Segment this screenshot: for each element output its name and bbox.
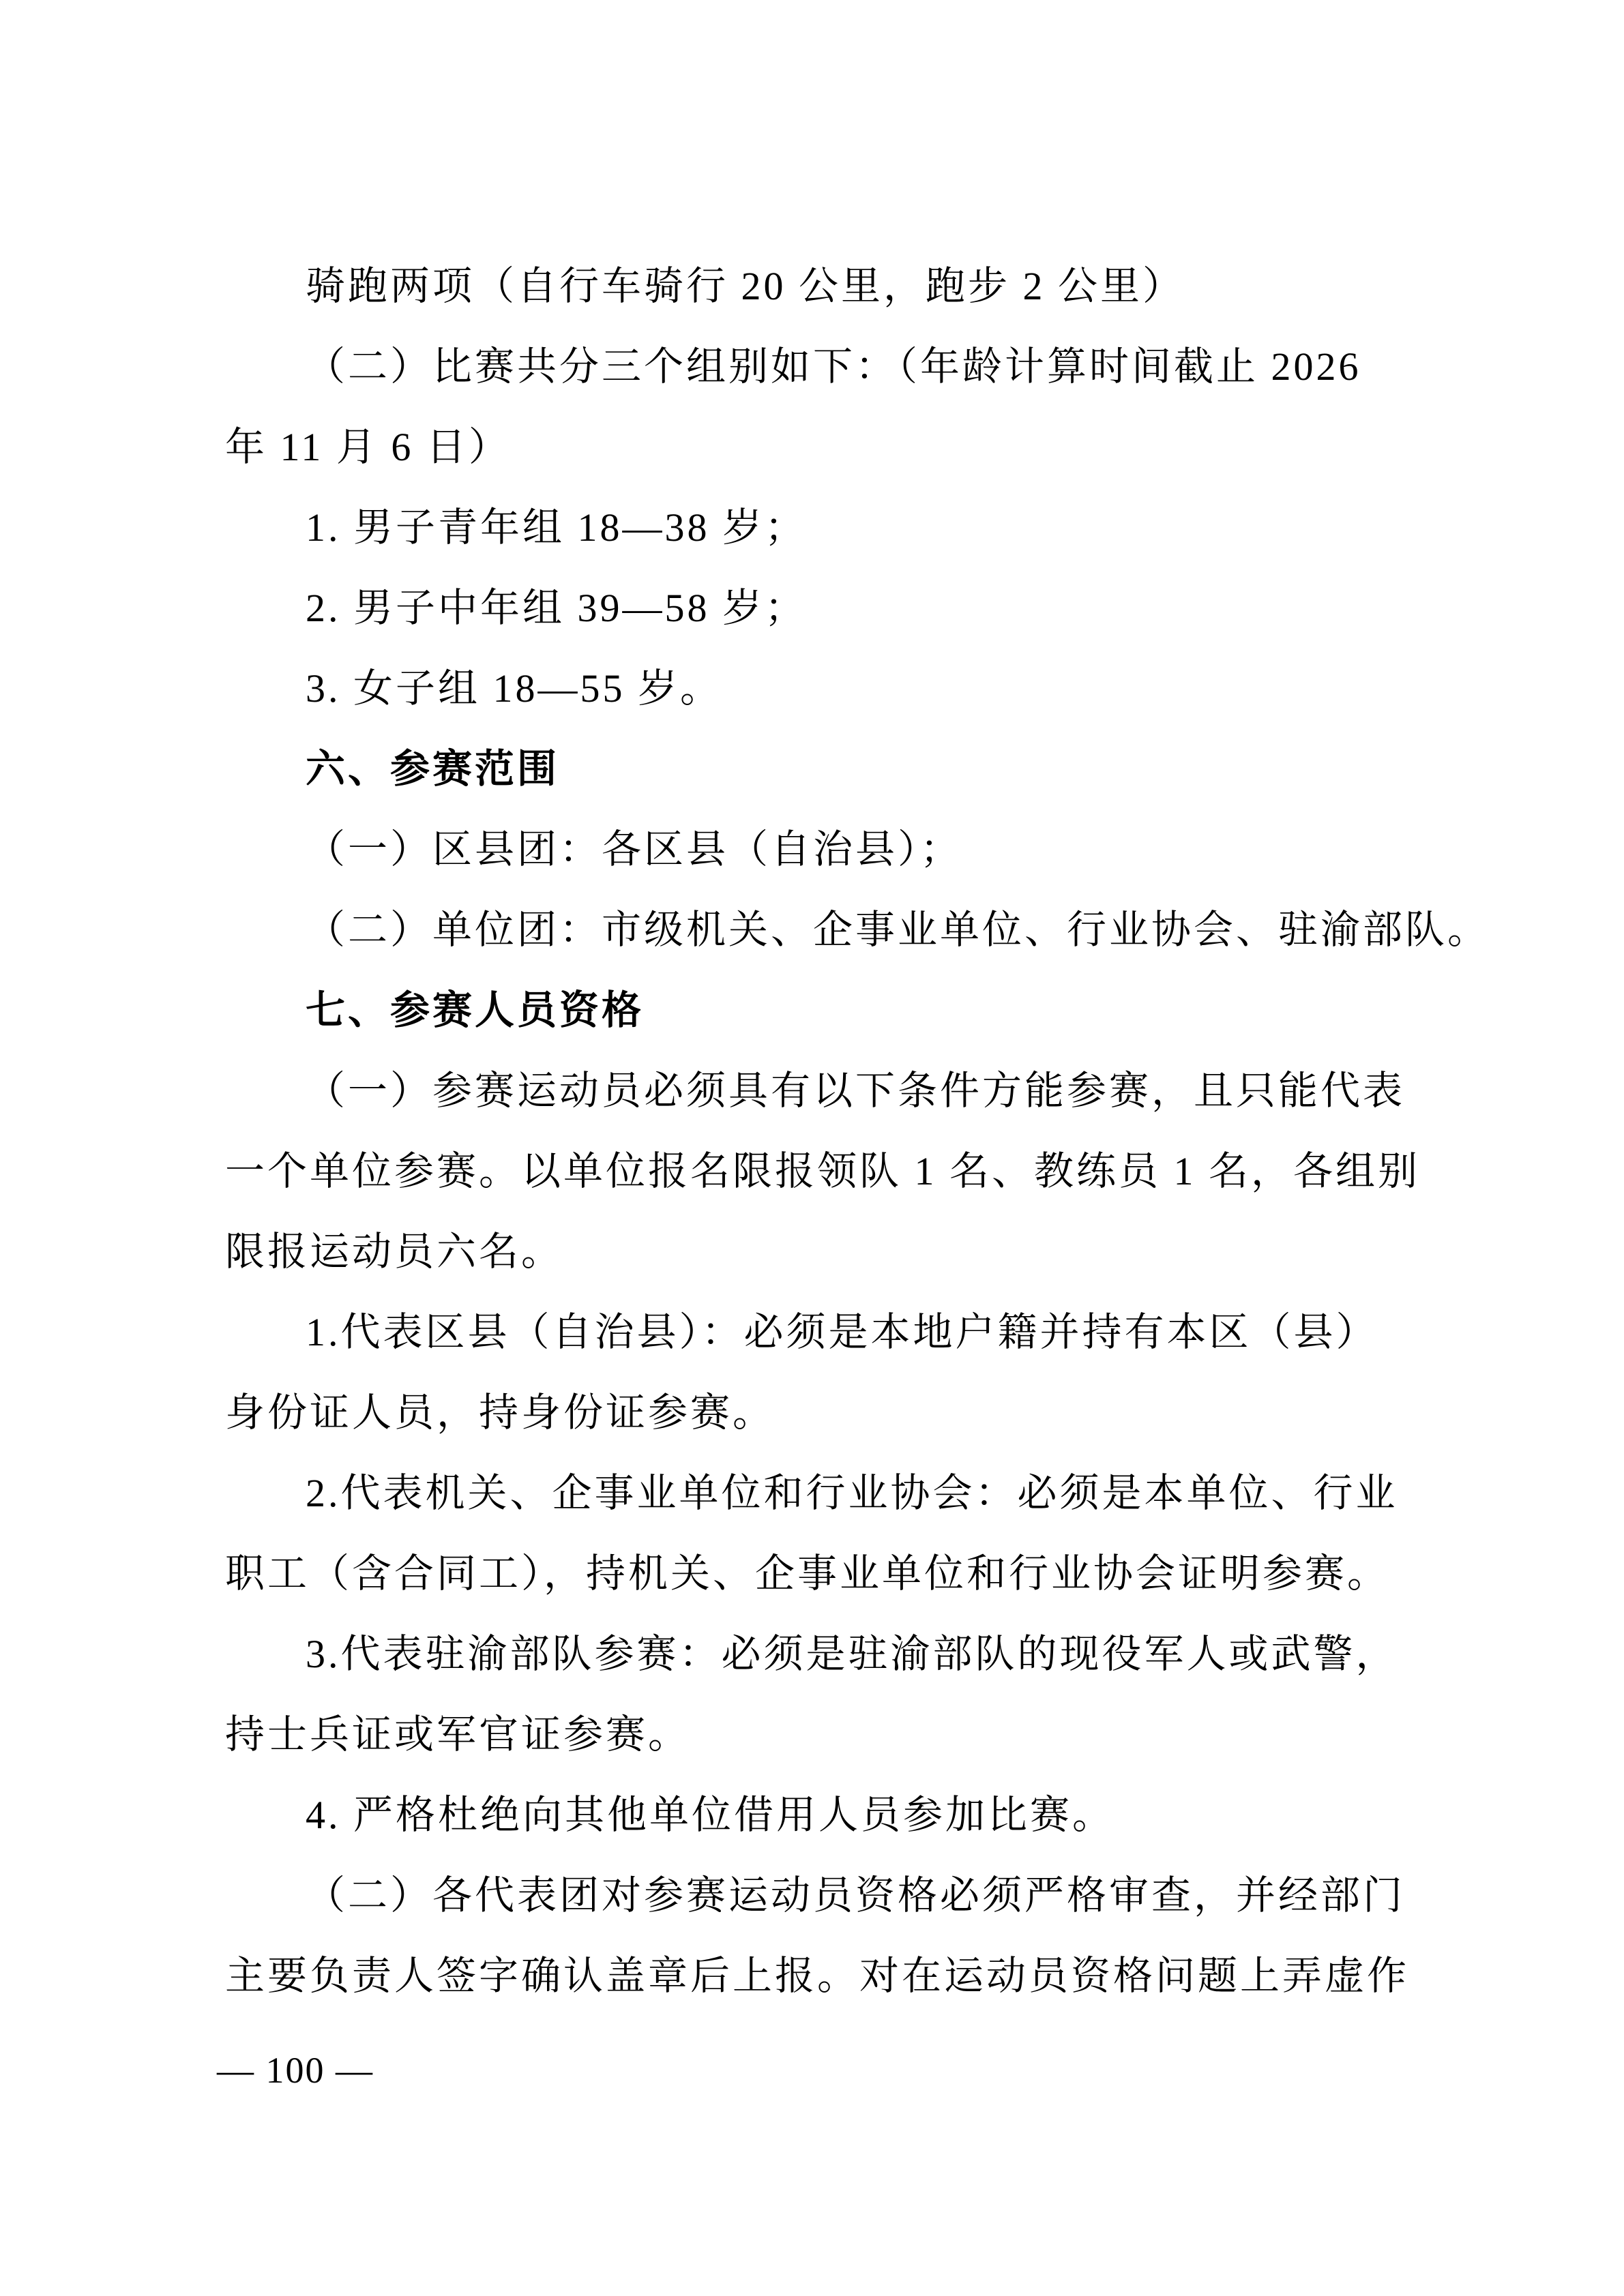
text-line: 3. 女子组 18—55 岁。 xyxy=(306,666,723,711)
text-line: 持士兵证或军官证参赛。 xyxy=(225,1712,691,1757)
section-heading: 六、参赛范围 xyxy=(306,747,560,791)
text-line: 限报运动员六名。 xyxy=(225,1229,564,1274)
text-line: （二）单位团：市级机关、企事业单位、行业协会、驻渝部队。 xyxy=(306,908,1490,952)
document-body xyxy=(225,246,1490,2016)
text-line: （一）参赛运动员必须具有以下条件方能参赛，且只能代表 xyxy=(306,1069,1406,1113)
page-number: — 100 — xyxy=(217,2050,374,2091)
text-line: 身份证人员，持身份证参赛。 xyxy=(225,1390,776,1435)
page-footer xyxy=(217,2030,374,2111)
text-line: 主要负责人签字确认盖章后上报。对在运动员资格问题上弄虚作 xyxy=(225,1954,1410,1998)
text-line: （二）比赛共分三个组别如下：（年龄计算时间截止 2026 xyxy=(306,344,1361,389)
text-line: 3.代表驻渝部队参赛：必须是驻渝部队的现役军人或武警， xyxy=(306,1632,1398,1676)
text-line: 职工（含合同工），持机关、企事业单位和行业协会证明参赛。 xyxy=(225,1551,1390,1596)
text-line: 一个单位参赛。以单位报名限报领队 1 名、教练员 1 名，各组别 xyxy=(225,1149,1421,1193)
text-line: （二）各代表团对参赛运动员资格必须严格审查，并经部门 xyxy=(306,1873,1406,1918)
text-line: 1. 男子青年组 18—38 岁； xyxy=(306,505,808,550)
text-line: 年 11 月 6 日） xyxy=(225,425,511,469)
text-line: 2.代表机关、企事业单位和行业协会：必须是本单位、行业 xyxy=(306,1471,1398,1515)
text-line: 2. 男子中年组 39—58 岁； xyxy=(306,586,808,630)
section-heading: 七、参赛人员资格 xyxy=(306,988,645,1032)
text-line: （一）区县团：各区县（自治县）； xyxy=(306,827,963,871)
text-line: 4. 严格杜绝向其他单位借用人员参加比赛。 xyxy=(306,1793,1115,1837)
text-line: 1.代表区县（自治县）：必须是本地户籍并持有本区（县） xyxy=(306,1310,1378,1354)
text-line: 骑跑两项（自行车骑行 20 公里，跑步 2 公里） xyxy=(306,264,1185,308)
